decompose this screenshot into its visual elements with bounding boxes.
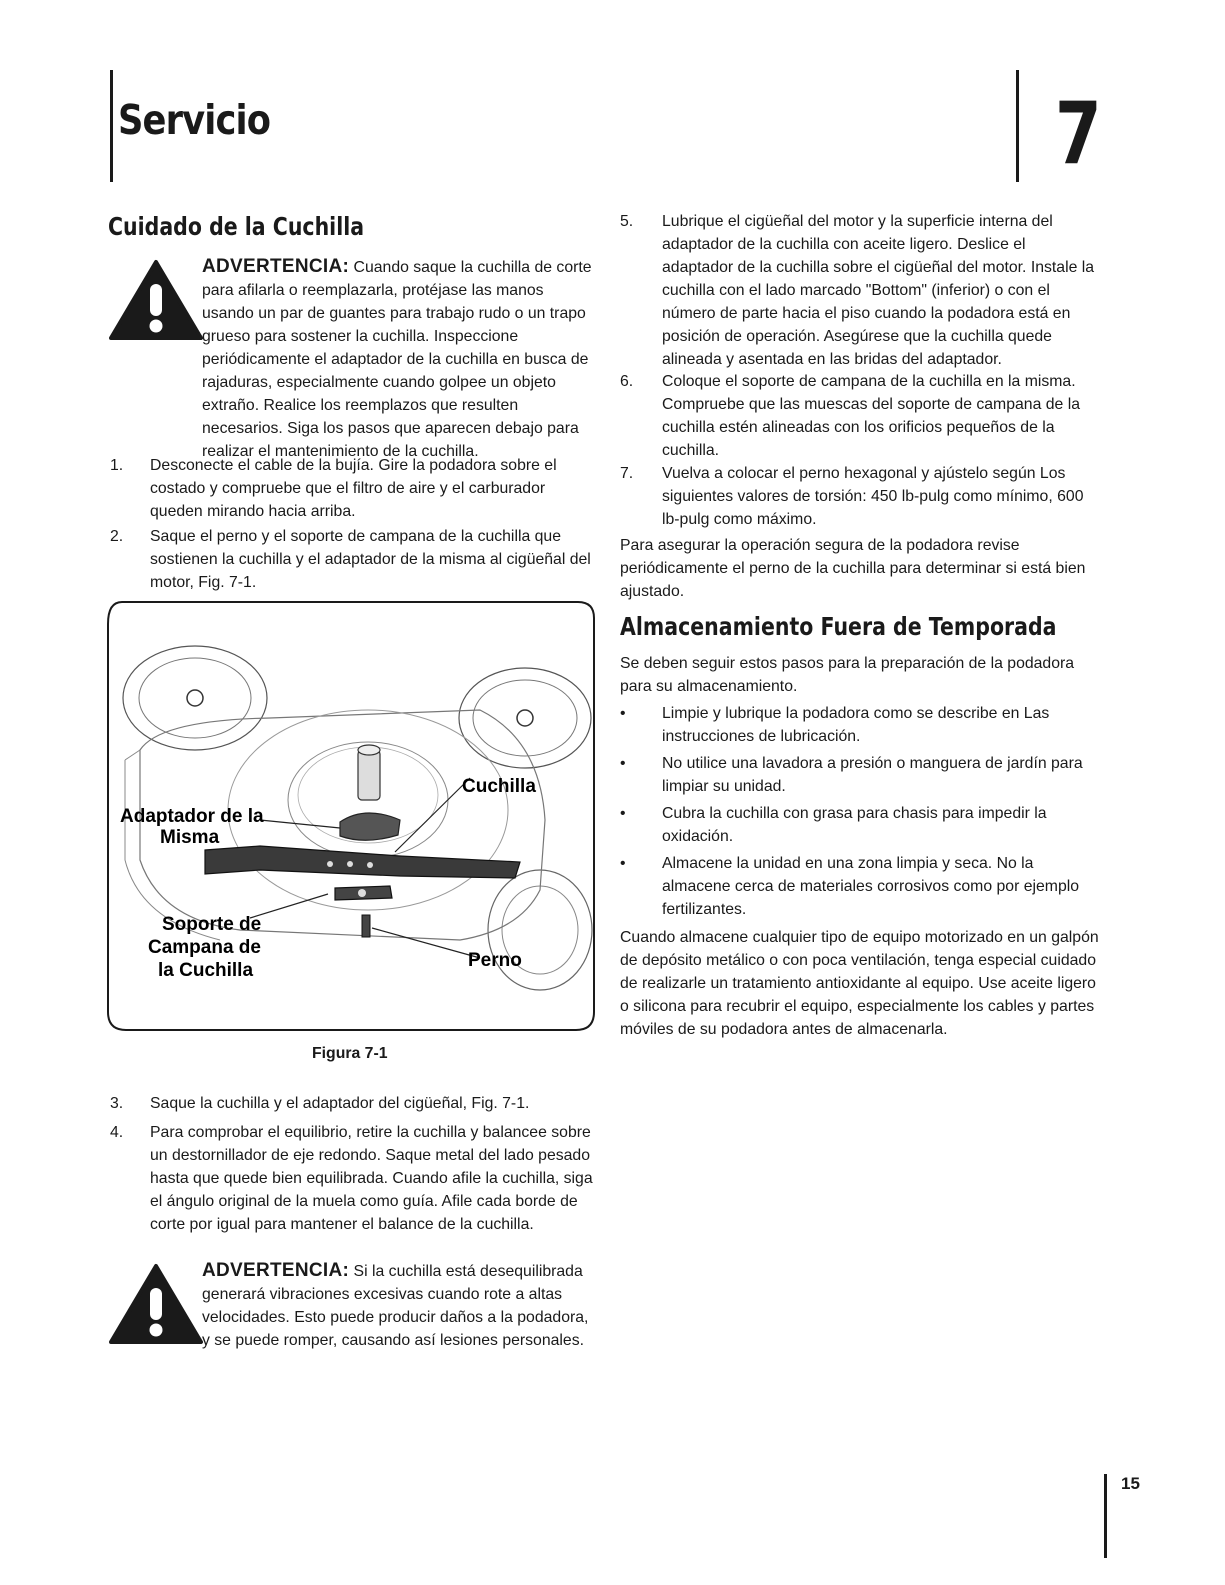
bullet: • [620,805,626,822]
bullet-text: Cubra la cuchilla con grasa para chasis para impedir la oxidación. [662,805,1047,845]
section-heading-storage: Almacenamiento Fuera de Temporada [620,612,1057,641]
warning-icon [108,1262,204,1346]
step-number: 6. [620,373,634,390]
paragraph-bolt-check: Para asegurar la operación segura de la podadora revise periódicamente el perno de la cuchilla para determinar si está bien ajustado. [620,537,1086,600]
label-adaptador-2: Misma [160,827,220,848]
step-number: 1. [110,457,124,474]
step-text: Desconecte el cable de la bujía. Gire la podadora sobre el costado y compruebe que el filtro de aire y el carburador queden mirando hacia arriba. [150,457,557,520]
step-number: 4. [110,1124,124,1141]
step-text: Vuelva a colocar el perno hexagonal y ajústelo según Los siguientes valores de torsión: 450 lb-pulg como mínimo, 600 lb-pulg como máximo. [662,465,1084,528]
bullet: • [620,705,626,722]
label-soporte-1: Soporte de [162,914,262,935]
paragraph-storage-intro: Se deben seguir estos pasos para la preparación de la podadora para su almacenamiento. [620,655,1075,695]
step-number: 5. [620,213,634,230]
footer-rule [1104,1474,1107,1558]
figure-caption: Figura 7-1 [312,1045,388,1062]
step-number: 3. [110,1095,124,1112]
bullet-text: No utilice una lavadora a presión o manguera de jardín para limpiar su unidad. [662,755,1083,795]
bullet: • [620,755,626,772]
label-perno: Perno [468,950,522,971]
warning-body: Si la cuchilla está desequilibrada generará vibraciones excesivas cuando rote a altas velocidades. Esto puede producir daños a la podadora, y se puede romper, causando así lesiones personales. [202,1263,589,1349]
warning-label: ADVERTENCIA: [202,1260,350,1281]
step-text: Saque la cuchilla y el adaptador del cigüeñal, Fig. 7-1. [150,1095,530,1112]
chapter-number: 7 [1055,84,1102,184]
page-title: Servicio [118,96,271,144]
step-text: Saque el perno y el soporte de campana de la cuchilla que sostienen la cuchilla y el adaptador de la misma al cigüeñal del motor, Fig. 7-1. [150,528,591,591]
step-number: 7. [620,465,634,482]
warning-label: ADVERTENCIA: [202,256,350,277]
bullet-text: Limpie y lubrique la podadora como se describe en Las instrucciones de lubricación. [662,705,1050,745]
warning-body: Cuando saque la cuchilla de corte para afilarla o reemplazarla, protéjase las manos usando un par de guantes para trabajo rudo o un trapo grueso para sostener la cuchilla. Inspeccione periódicamente el adaptador de la cuchilla en busca de rajaduras, especialmente cuando golpee un objeto extraño. Realice los reemplazos que resulten necesarios. Siga los pasos que aparecen debajo para realizar el mantenimiento de la cuchilla. [202,259,592,460]
section-heading-blade-care: Cuidado de la Cuchilla [108,212,365,241]
step-text: Para comprobar el equilibrio, retire la cuchilla y balancee sobre un destornillador de eje redondo. Saque metal del lado pesado hasta que quede bien equilibrada. Cuando afile la cuchilla, siga el ángulo original de la muela como guía. Afile cada borde de corte por igual para mantener el balance de la cuchilla. [150,1124,593,1233]
paragraph-storage-rust: Cuando almacene cualquier tipo de equipo motorizado en un galpón de depósito metálico o con poca ventilación, tenga especial cuidado de realizarle un tratamiento antioxidante al equipo. Use aceite ligero o silicona para recubrir el equipo, especialmente los cables y partes móviles de su podadora antes de almacenarla. [620,929,1099,1038]
warning-icon [108,258,204,342]
label-cuchilla: Cuchilla [462,776,536,797]
bullet: • [620,855,626,872]
label-soporte-3: la Cuchilla [158,960,254,981]
step-text: Coloque el soporte de campana de la cuchilla en la misma. Compruebe que las muescas del soporte de campana de la cuchilla estén alineadas con los orificios pequeños de la cuchilla. [662,373,1080,459]
warning-text-1 [202,255,597,463]
label-soporte-2: Campana de [148,937,261,958]
warning-text-2 [202,1259,597,1352]
step-number: 2. [110,528,124,545]
figure-lawnmower-blade [100,600,600,1035]
label-adaptador-1: Adaptador de la [120,806,264,827]
header-rule-right [1016,70,1019,182]
page-number: 15 [1121,1474,1140,1493]
bullet-text: Almacene la unidad en una zona limpia y seca. No la almacene cerca de materiales corrosivos como por ejemplo fertilizantes. [662,855,1080,918]
header-rule-left [110,70,113,182]
step-text: Lubrique el cigüeñal del motor y la superficie interna del adaptador de la cuchilla con aceite ligero. Deslice el adaptador de la cuchilla sobre el cigüeñal del motor. Instale la cuchilla con el lado marcado "Bottom" (inferior) o con el número de parte hacia el piso cuando la podadora está en posición de operación. Asegúrese que la cuchilla quede alineada y asentada en las bridas del adaptador. [662,213,1095,368]
